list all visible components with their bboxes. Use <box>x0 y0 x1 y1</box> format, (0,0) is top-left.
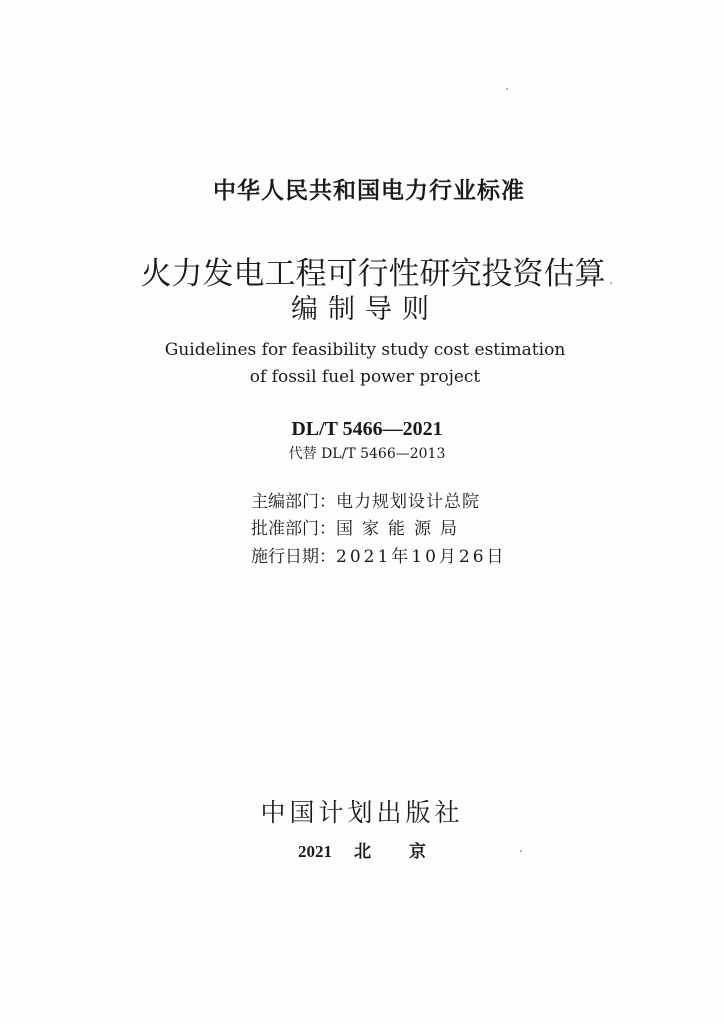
standard-code: DL/T 5466—2021 <box>291 418 443 440</box>
approval-label: 批准部门： <box>251 519 336 539</box>
effective-date-value: 2021年10月26日 <box>336 547 507 567</box>
effective-date-label: 施行日期： <box>251 547 336 567</box>
approval-value: 国家能源局 <box>336 519 466 539</box>
city-char-1: 北 <box>354 842 371 861</box>
chief-editor-value: 电力规划设计总院 <box>336 492 480 512</box>
effective-date-row <box>251 542 507 567</box>
chief-editor-row <box>251 487 480 512</box>
publication-place <box>0 837 724 862</box>
english-title-line-2: of fossil fuel power project <box>249 367 481 387</box>
publication-year: 2021 <box>298 842 332 861</box>
replaces-note: 代替 DL/T 5466—2013 <box>288 446 446 462</box>
scan-speck <box>506 88 508 90</box>
city-char-2: 京 <box>409 842 426 861</box>
scan-speck <box>610 282 612 284</box>
english-title-line-1: Guidelines for feasibility study cost estimation <box>164 340 566 360</box>
document-title-line-1: 火力发电工程可行性研究投资估算 <box>140 256 606 292</box>
publisher: 中国计划出版社 <box>260 798 464 827</box>
series-title: 中华人民共和国电力行业标准 <box>213 178 525 204</box>
scan-speck <box>520 850 522 852</box>
chief-editor-label: 主编部门： <box>251 492 336 512</box>
approval-row <box>251 514 466 539</box>
document-title-line-2: 编制导则 <box>291 294 439 325</box>
